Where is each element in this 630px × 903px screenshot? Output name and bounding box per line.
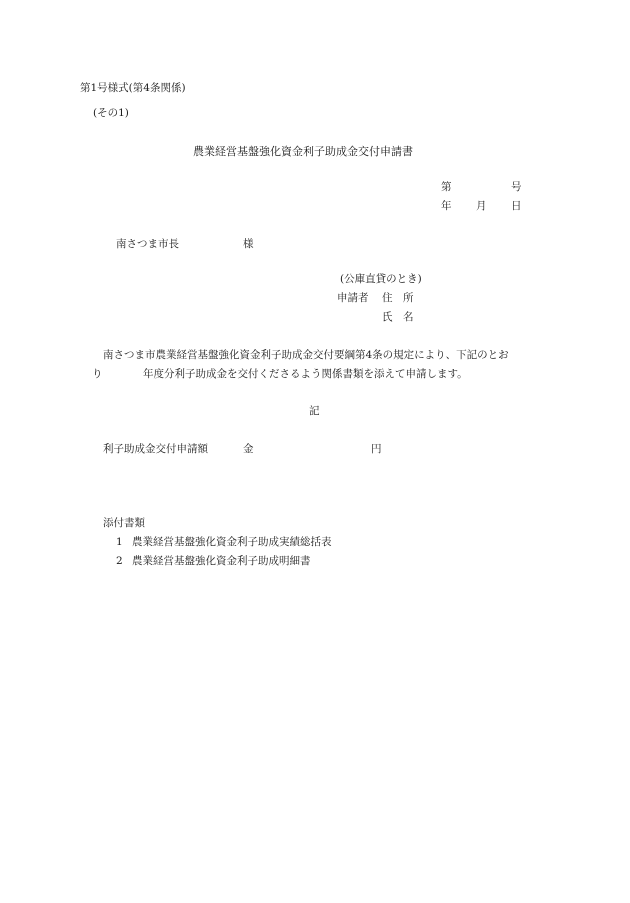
attachment-item-text: 農業経営基盤強化資金利子助成実績総括表 <box>132 536 332 548</box>
attachment-item-number: 2 <box>116 555 123 567</box>
addressee-name: 南さつま市長 <box>116 238 179 250</box>
applicant-note: (公庫直貸のとき) <box>340 273 422 285</box>
amount-label: 利子助成金交付申請額 <box>103 443 208 455</box>
date-month: 月 <box>476 200 487 212</box>
form-sub-number: (その1) <box>93 107 129 119</box>
applicant-name-label: 氏 名 <box>382 311 414 323</box>
currency-prefix: 金 <box>243 443 254 455</box>
number-suffix: 号 <box>511 181 522 193</box>
addressee-honorific: 様 <box>243 238 254 250</box>
date-day: 日 <box>511 200 522 212</box>
document-title: 農業経営基盤強化資金利子助成金交付申請書 <box>193 145 413 158</box>
body-line-2-end: 年度分利子助成金を交付くださるよう関係書類を添えて申請します。 <box>143 368 468 380</box>
record-heading: 記 <box>309 405 320 417</box>
attachment-item-text: 農業経営基盤強化資金利子助成明細書 <box>132 555 311 567</box>
form-number: 第1号様式(第4条関係) <box>80 82 186 94</box>
attachments-heading: 添付書類 <box>103 517 145 529</box>
number-prefix: 第 <box>441 181 452 193</box>
body-line-1: 南さつま市農業経営基盤強化資金利子助成金交付要綱第4条の規定により、下記のとお <box>103 349 509 361</box>
applicant-label: 申請者 <box>337 292 369 304</box>
currency-suffix: 円 <box>371 443 382 455</box>
applicant-address-label: 住 所 <box>382 292 414 304</box>
date-year: 年 <box>441 200 452 212</box>
attachment-item-number: 1 <box>116 536 123 548</box>
body-line-2-start: り <box>92 368 103 380</box>
